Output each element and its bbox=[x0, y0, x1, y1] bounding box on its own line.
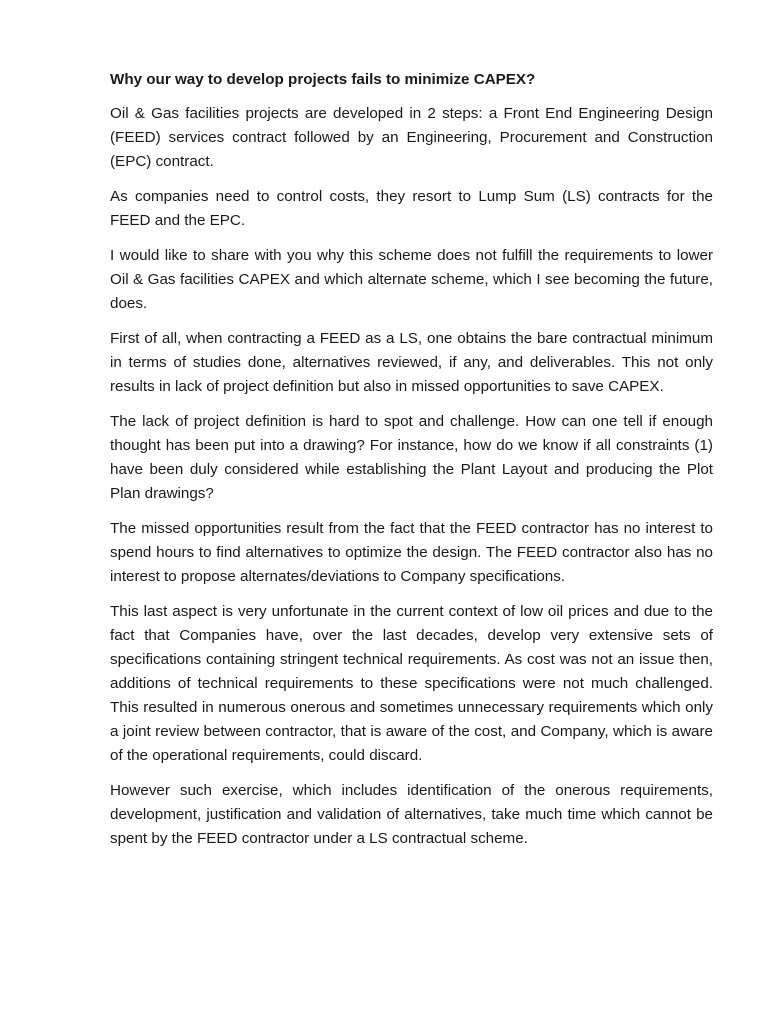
document-title: Why our way to develop projects fails to minimize CAPEX? bbox=[110, 71, 536, 88]
document-page bbox=[110, 68, 713, 862]
paragraph-lump-sum-contracts: As companies need to control costs, they resort to Lump Sum (LS) contracts for the FEED and the EPC. bbox=[110, 188, 713, 229]
paragraph-contractual-minimum: First of all, when contracting a FEED as a LS, one obtains the bare contractual minimum in terms of studies done, alternatives reviewed, if any, and deliverables. This not only results in lack of project definition but also in missed opportunities to save CAPEX. bbox=[110, 330, 713, 395]
paragraph-intent: I would like to share with you why this scheme does not fulfill the requirements to lower Oil & Gas facilities CAPEX and which alternate scheme, which I see becoming the future, does. bbox=[110, 247, 713, 312]
paragraph-lack-of-definition: The lack of project definition is hard to spot and challenge. How can one tell if enough thought has been put into a drawing? For instance, how do we know if all constraints (1) have been duly considered while establishing the Plant Layout and producing the Plot Plan drawings? bbox=[110, 413, 713, 502]
paragraph-missed-opportunities: The missed opportunities result from the fact that the FEED contractor has no interest to spend hours to find alternatives to optimize the design. The FEED contractor also has no interest to propose alternates/deviations to Company specifications. bbox=[110, 520, 713, 585]
paragraph-feed-epc-steps: Oil & Gas facilities projects are developed in 2 steps: a Front End Engineering Design (FEED) services contract followed by an Engineering, Procurement and Construction (EPC) contract. bbox=[110, 105, 713, 170]
paragraph-review-exercise: However such exercise, which includes identification of the onerous requirements, development, justification and validation of alternatives, take much time which cannot be spent by the FEED contractor under a LS contractual scheme. bbox=[110, 782, 713, 847]
paragraph-specifications: This last aspect is very unfortunate in the current context of low oil prices and due to the fact that Companies have, over the last decades, develop very extensive sets of specifications containing stringent technical requirements. As cost was not an issue then, additions of technical requirements to these specifications were not much challenged. This resulted in numerous onerous and sometimes unnecessary requirements which only a joint review between contractor, that is aware of the cost, and Company, which is aware of the operational requirements, could discard. bbox=[110, 603, 713, 764]
